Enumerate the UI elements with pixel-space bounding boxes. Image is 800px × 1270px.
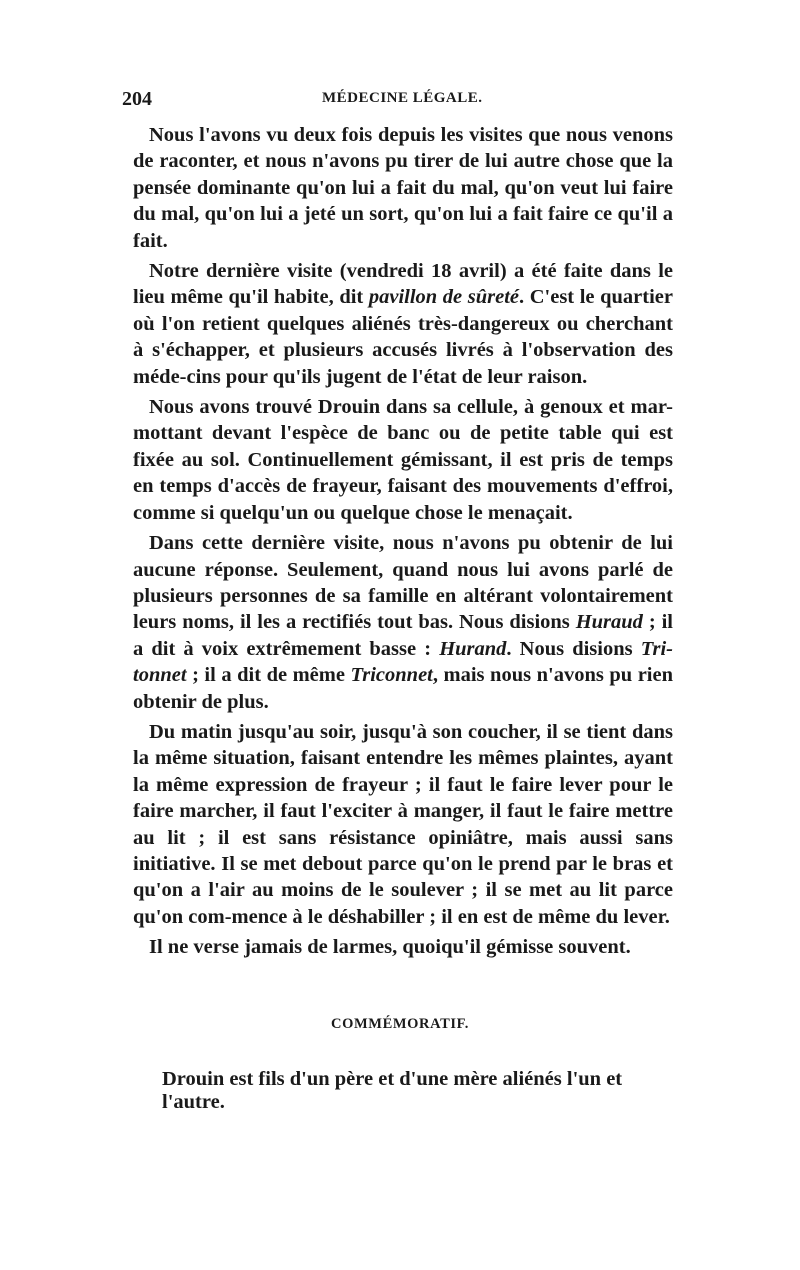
paragraph-4-name-2: Hurand [439, 637, 507, 660]
paragraph-4-text-b: ; il a dit à voix extrêmement basse : [133, 611, 673, 660]
running-title: MÉDECINE LÉGALE. [322, 90, 483, 106]
paragraph-4-name-4: Triconnet [350, 664, 433, 687]
paragraph-6: Il ne verse jamais de larmes, quoiqu'il gémisse souvent. [149, 936, 631, 959]
paragraph-2 [133, 258, 673, 390]
paragraph-4 [133, 530, 673, 715]
section-first-line: Drouin est fils d'un père et d'une mère aliénés l'un et l'autre. [162, 1068, 623, 1113]
paragraph-4-text-d: ; il a dit de même [186, 664, 351, 687]
paragraph-2-text-a: Notre dernière visite (vendredi 18 avril) a été faite dans le lieu même qu'il habite, dit [133, 260, 673, 309]
body-text [133, 122, 673, 965]
paragraph-2-italic-term: pavillon de sûreté [368, 286, 519, 309]
paragraph-4-text-a: Dans cette dernière visite, nous n'avons pu obtenir de lui aucune réponse. Seulement, quand nous lui avons parlé de plusieurs personnes de sa famille en altérant volontairement leurs noms, il les a rectifiés tout bas. Nous disions [133, 532, 673, 634]
paragraph-1: Nous l'avons vu deux fois depuis les visites que nous venons de raconter, et nous n'avons pu tirer de lui autre chose que la pensée dominante qu'on lui a fait du mal, qu'on veut lui faire du mal, qu'on lui a jeté un sort, qu'on lui a fait faire ce qu'il a fait. [133, 124, 673, 252]
paragraph-4-text-e: , mais nous n'avons pu rien obtenir de plus. [133, 664, 673, 713]
paragraph-2-text-b: . C'est le quartier où l'on retient quelques aliénés très-dangereux ou cherchant à s'échapper, et plusieurs accusés livrés à l'observation des méde-cins pour qu'ils jugent de l'état de leur raison. [133, 286, 673, 388]
paragraph-4-name-3: Tri-tonnet [133, 637, 673, 687]
running-head [122, 88, 672, 118]
section-heading: COMMÉMORATIF. [331, 1016, 469, 1032]
page-number: 204 [122, 88, 152, 110]
paragraph-5: Du matin jusqu'au soir, jusqu'à son coucher, il se tient dans la même situation, faisant entendre les mêmes plaintes, ayant la même expression de frayeur ; il faut le faire lever pour le faire marcher, il faut l'exciter à manger, il faut le faire mettre au lit ; il est sans résistance opiniâtre, mais aussi sans initiative. Il se met debout parce qu'on le prend par le bras et qu'on a l'air au moins de le soulever ; il se met au lit parce qu'on com-mence à le déshabiller ; il en est de même du lever. [133, 720, 673, 928]
paragraph-4-name-1: Huraud [575, 611, 643, 634]
paragraph-3: Nous avons trouvé Drouin dans sa cellule, à genoux et mar-mottant devant l'espèce de banc ou de petite table qui est fixée au sol. Continuellement gémissant, il est pris de temps en temps d'accès de frayeur, faisant des mouvements d'effroi, comme si quelqu'un ou quelque chose le menaçait. [133, 396, 673, 524]
paragraph-4-text-c: . Nous disions [506, 637, 641, 660]
